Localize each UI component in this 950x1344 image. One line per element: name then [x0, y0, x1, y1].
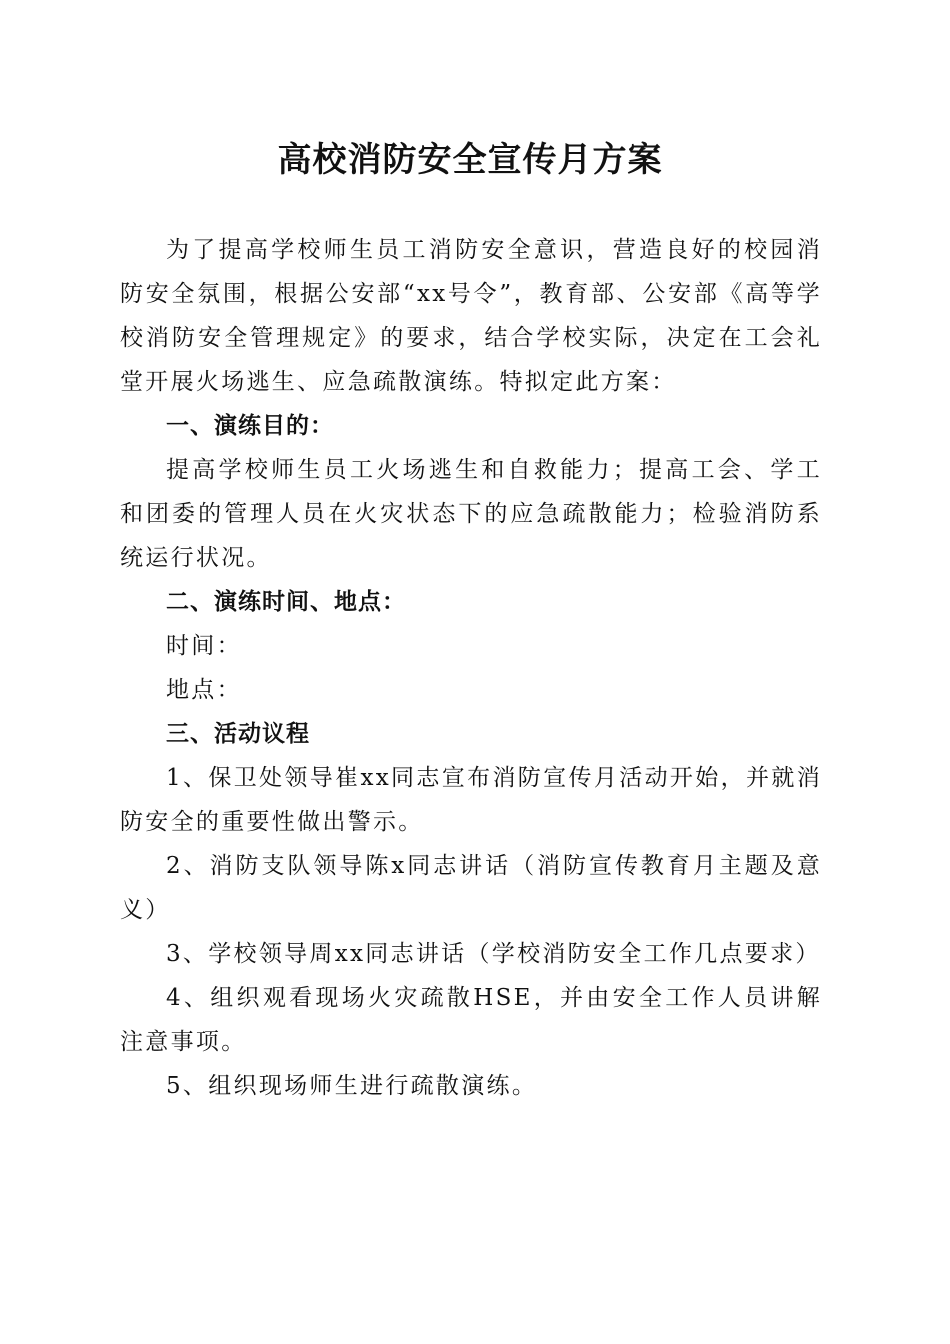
agenda-item: 2、消防支队领导陈x同志讲话（消防宣传教育月主题及意义） — [120, 853, 822, 923]
agenda-item: 1、保卫处领导崔xx同志宣布消防宣传月活动开始，并就消防安全的重要性做出警示。 — [120, 765, 822, 835]
section-heading-time-place: 二、演练时间、地点： — [166, 589, 406, 615]
time-label: 时间： — [166, 633, 242, 659]
purpose-paragraph: 提高学校师生员工火场逃生和自救能力；提高工会、学工和团委的管理人员在火灾状态下的应急疏散能力；检验消防系统运行状况。 — [120, 457, 822, 571]
agenda-item: 4、组织观看现场火灾疏散HSE，并由安全工作人员讲解注意事项。 — [120, 985, 822, 1055]
section-heading-agenda: 三、活动议程 — [166, 721, 310, 747]
document-title: 高校消防安全宣传月方案 — [277, 140, 663, 180]
agenda-item: 5、组织现场师生进行疏散演练。 — [166, 1073, 538, 1099]
intro-paragraph: 为了提高学校师生员工消防安全意识，营造良好的校园消防安全氛围，根据公安部“xx号令”，教育部、公安部《高等学校消防安全管理规定》的要求，结合学校实际，决定在工会礼堂开展火场逃生、应急疏散演练。特拟定此方案： — [120, 237, 822, 395]
document-body — [120, 228, 822, 1108]
agenda-item: 3、学校领导周xx同志讲话（学校消防安全工作几点要求） — [166, 941, 821, 967]
place-label: 地点： — [166, 677, 242, 703]
section-heading-purpose: 一、演练目的： — [166, 413, 334, 439]
